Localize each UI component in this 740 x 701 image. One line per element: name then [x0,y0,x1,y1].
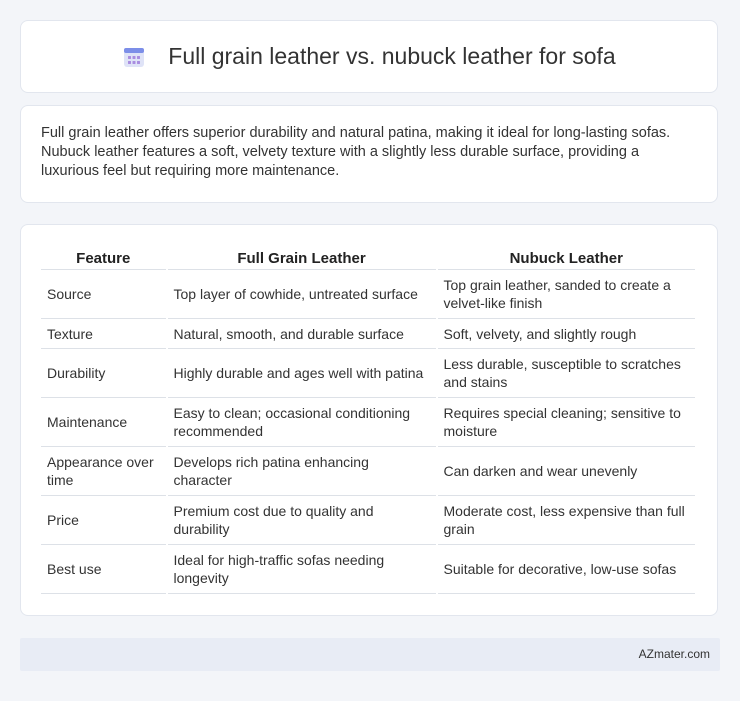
calendar-icon [122,45,146,69]
header-full-grain: Full Grain Leather [168,247,436,270]
table-row [41,270,695,319]
header-nubuck: Nubuck Leather [438,247,695,270]
full-grain-cell: Easy to clean; occasional conditioning recommended [168,398,436,447]
table-row [41,398,695,447]
row-label: Durability [41,349,166,398]
table-header-row [41,247,695,270]
row-label: Maintenance [41,398,166,447]
summary-card [20,105,718,203]
header-feature: Feature [41,247,166,270]
full-grain-cell: Top layer of cowhide, untreated surface [168,270,436,319]
footer-bar [20,638,720,671]
nubuck-cell: Suitable for decorative, low-use sofas [438,545,695,594]
nubuck-cell: Soft, velvety, and slightly rough [438,319,695,349]
summary-text: Full grain leather offers superior durability and natural patina, making it ideal for long-lasting sofas. Nubuck leather features a soft, velvety texture with a slightly less durable surface, providing a luxurious feel but requiring more maintenance. [41,125,671,179]
row-label: Source [41,270,166,319]
nubuck-cell: Less durable, susceptible to scratches and stains [438,349,695,398]
table-row [41,319,695,349]
table-row [41,545,695,594]
full-grain-cell: Natural, smooth, and durable surface [168,319,436,349]
comparison-card [20,224,718,616]
row-label: Best use [41,545,166,594]
row-label: Appearance over time [41,447,166,496]
comparison-table [39,247,697,594]
full-grain-cell: Develops rich patina enhancing character [168,447,436,496]
nubuck-cell: Moderate cost, less expensive than full grain [438,496,695,545]
title-card [20,20,718,93]
full-grain-cell: Ideal for high-traffic sofas needing longevity [168,545,436,594]
row-label: Texture [41,319,166,349]
nubuck-cell: Top grain leather, sanded to create a velvet-like finish [438,270,695,319]
page-title: Full grain leather vs. nubuck leather for sofa [168,43,616,69]
table-row [41,447,695,496]
footer-brand: AZmater.com [638,647,710,661]
nubuck-cell: Requires special cleaning; sensitive to moisture [438,398,695,447]
full-grain-cell: Highly durable and ages well with patina [168,349,436,398]
row-label: Price [41,496,166,545]
nubuck-cell: Can darken and wear unevenly [438,447,695,496]
full-grain-cell: Premium cost due to quality and durability [168,496,436,545]
table-row [41,349,695,398]
table-row [41,496,695,545]
